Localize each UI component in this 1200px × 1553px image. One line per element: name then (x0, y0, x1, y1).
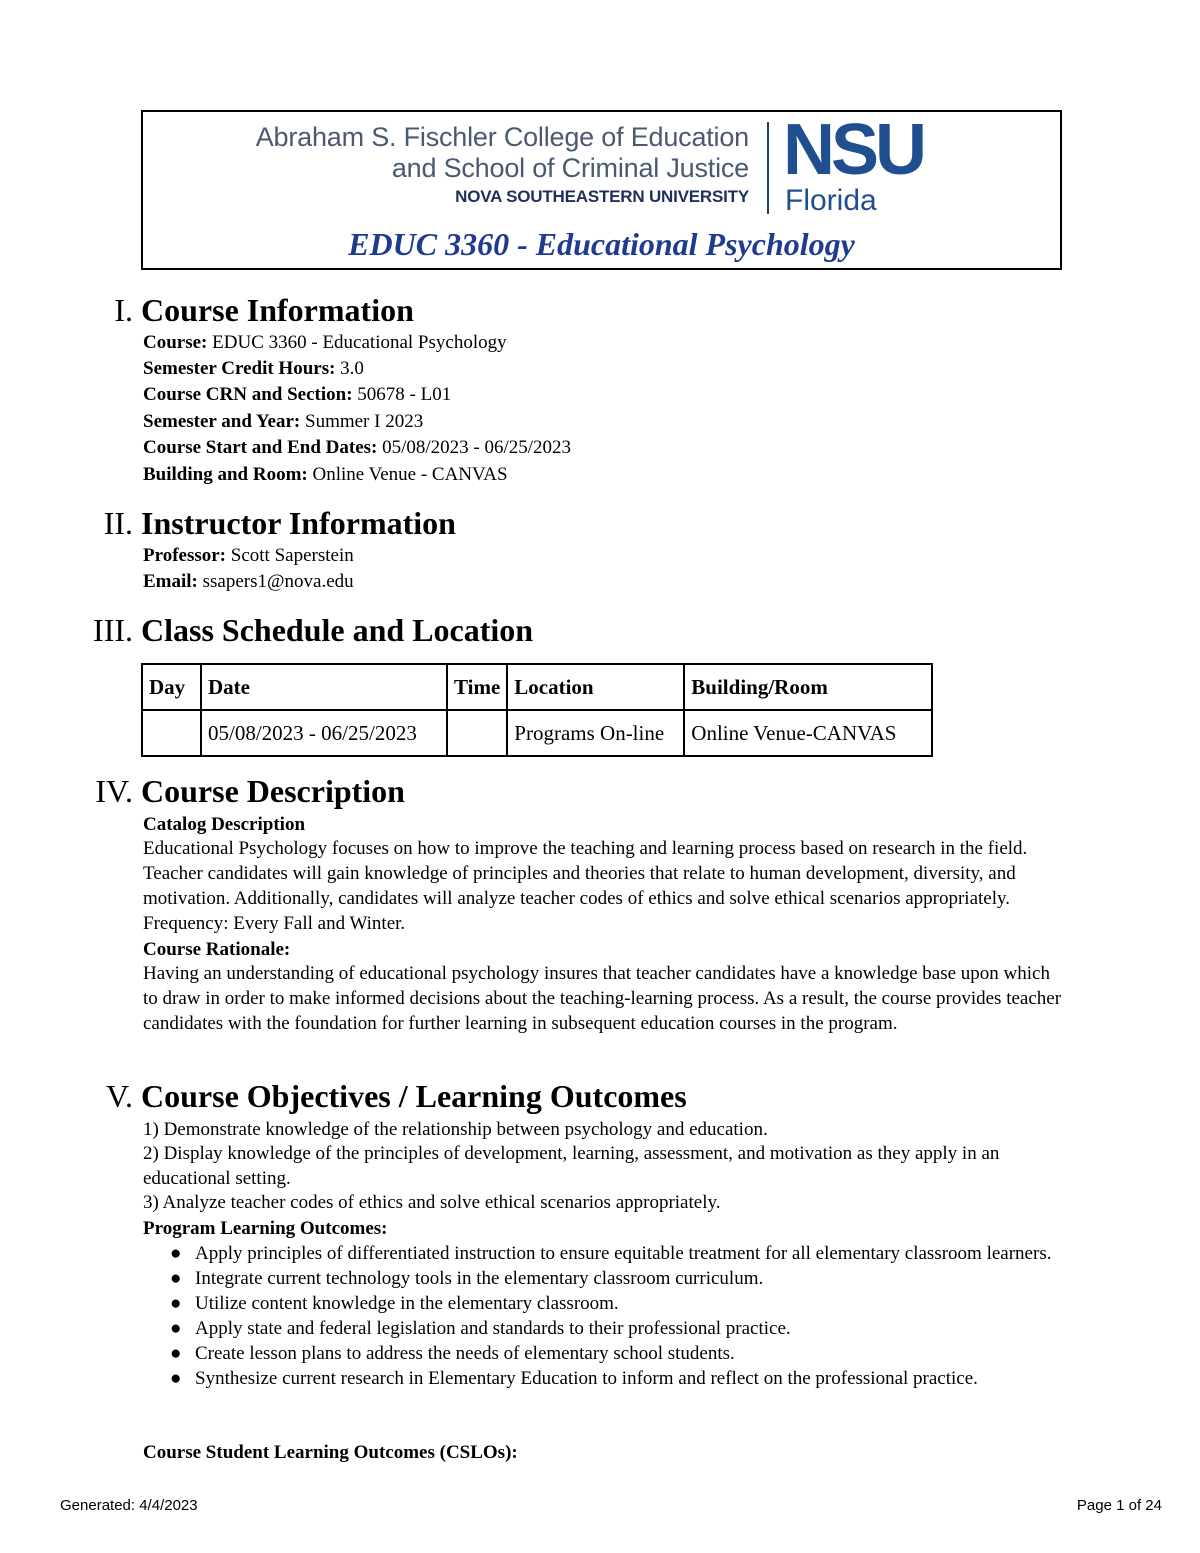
field-value: EDUC 3360 - Educational Psychology (207, 332, 507, 353)
cell-time (447, 710, 507, 756)
section-heading-course-objectives (0, 1078, 1200, 1114)
list-item (170, 1266, 1075, 1291)
section-heading-course-description (0, 773, 1200, 809)
list-item (170, 1291, 1075, 1316)
bullet-icon: ● (170, 1368, 182, 1389)
nsu-logo-state: Florida (785, 184, 877, 217)
column-header-location: Location (507, 664, 684, 710)
list-item (170, 1316, 1075, 1341)
section-numeral: IV. (95, 773, 133, 809)
building-room-line (143, 462, 508, 487)
page-number: Page 1 of 24 (1076, 1497, 1162, 1514)
list-item-text: Apply state and federal legislation and standards to their professional practice. (195, 1318, 791, 1339)
field-label: Course: (143, 332, 208, 353)
list-item-text: Integrate current technology tools in the elementary classroom curriculum. (195, 1268, 764, 1289)
college-name-line2: and School of Criminal Justice (391, 153, 749, 183)
cslo-heading: Course Student Learning Outcomes (CSLOs): (143, 1442, 518, 1463)
university-name: NOVA SOUTHEASTERN UNIVERSITY (455, 187, 749, 206)
bullet-icon: ● (170, 1318, 182, 1339)
program-learning-outcomes-heading: Program Learning Outcomes: (143, 1218, 388, 1239)
column-header-time: Time (447, 664, 507, 710)
section-title: Instructor Information (141, 505, 456, 541)
column-header-building-room: Building/Room (684, 664, 932, 710)
section-title: Class Schedule and Location (141, 612, 534, 648)
header-banner (141, 110, 1062, 270)
catalog-description-heading: Catalog Description (143, 814, 306, 835)
field-value: Online Venue - CANVAS (307, 464, 508, 485)
field-label: Semester Credit Hours: (143, 358, 336, 379)
list-item-text: Synthesize current research in Elementary Education to inform and reflect on the professional practice. (195, 1368, 978, 1389)
bullet-icon: ● (170, 1293, 182, 1314)
section-numeral: V. (106, 1078, 133, 1114)
list-item-text: Apply principles of differentiated instruction to ensure equitable treatment for all elementary classroom learners. (195, 1243, 1052, 1264)
bullet-icon: ● (170, 1243, 182, 1264)
course-name-line (143, 330, 507, 355)
section-title: Course Objectives / Learning Outcomes (141, 1078, 687, 1114)
section-title: Course Description (141, 773, 405, 809)
list-item (170, 1341, 1075, 1366)
cell-location: Programs On-line (507, 710, 684, 756)
schedule-table (141, 663, 933, 757)
professor-line (143, 543, 354, 568)
field-label: Course Start and End Dates: (143, 437, 378, 458)
nsu-logo-mark: NSU (783, 110, 924, 190)
table-header-row (142, 664, 932, 710)
semester-year-line (143, 409, 423, 434)
cell-date: 05/08/2023 - 06/25/2023 (201, 710, 447, 756)
section-heading-instructor-information (0, 505, 1200, 541)
credit-hours-line (143, 356, 364, 381)
program-outcomes-list (143, 1241, 1075, 1391)
objective-item: 1) Demonstrate knowledge of the relationship between psychology and education. (143, 1119, 768, 1140)
list-item (170, 1241, 1075, 1266)
field-label: Professor: (143, 545, 227, 566)
list-item-text: Create lesson plans to address the needs of elementary school students. (195, 1343, 735, 1364)
course-title: EDUC 3360 - Educational Psychology (348, 226, 855, 262)
field-value: 50678 - L01 (352, 384, 452, 405)
list-item-text: Utilize content knowledge in the elementary classroom. (195, 1293, 619, 1314)
section-numeral: I. (114, 292, 133, 328)
field-label: Course CRN and Section: (143, 384, 353, 405)
email-link[interactable]: ssapers1@nova.edu (197, 571, 354, 592)
list-item (170, 1366, 1075, 1391)
column-header-day: Day (142, 664, 201, 710)
cell-day (142, 710, 201, 756)
email-line (143, 569, 354, 594)
table-row (142, 710, 932, 756)
college-name-line1: Abraham S. Fischler College of Education (255, 122, 749, 152)
course-rationale-heading: Course Rationale: (143, 939, 291, 960)
generated-date: Generated: 4/4/2023 (60, 1497, 198, 1514)
crn-section-line (143, 382, 451, 407)
field-label: Email: (143, 571, 198, 592)
section-title: Course Information (141, 292, 414, 328)
course-rationale-text: Having an understanding of educational psychology insures that teacher candidates have a knowledge base upon which to draw in order to make informed decisions about the teaching-learning process. As a result, the course provides teacher candidates with the foundation for further learning in subsequent education courses in the program. (143, 963, 1062, 1034)
section-heading-class-schedule (0, 612, 1200, 648)
objective-item: 2) Display knowledge of the principles of development, learning, assessment, and motivation as they apply in an educational setting. (143, 1143, 1000, 1189)
catalog-description-text: Educational Psychology focuses on how to improve the teaching and learning process based on research in the field. Teacher candidates will gain knowledge of principles and theories that relate to human development, diversity, and motivation. Additionally, candidates will analyze teacher codes of ethics and solve ethical scenarios appropriately. Frequency: Every Fall and Winter. (143, 838, 1028, 934)
logo-divider (767, 122, 769, 214)
section-heading-course-information (0, 292, 1200, 328)
column-header-date: Date (201, 664, 447, 710)
cell-building-room: Online Venue-CANVAS (684, 710, 932, 756)
field-label: Building and Room: (143, 464, 308, 485)
bullet-icon: ● (170, 1268, 182, 1289)
objective-item: 3) Analyze teacher codes of ethics and solve ethical scenarios appropriately. (143, 1192, 721, 1213)
section-numeral: III. (93, 612, 133, 648)
field-value: 3.0 (335, 358, 364, 379)
bullet-icon: ● (170, 1343, 182, 1364)
college-logo (253, 122, 749, 208)
field-value: Scott Saperstein (226, 545, 354, 566)
field-value: 05/08/2023 - 06/25/2023 (377, 437, 572, 458)
field-value: Summer I 2023 (300, 411, 424, 432)
section-numeral: II. (103, 505, 133, 541)
field-label: Semester and Year: (143, 411, 301, 432)
course-dates-line (143, 435, 571, 460)
